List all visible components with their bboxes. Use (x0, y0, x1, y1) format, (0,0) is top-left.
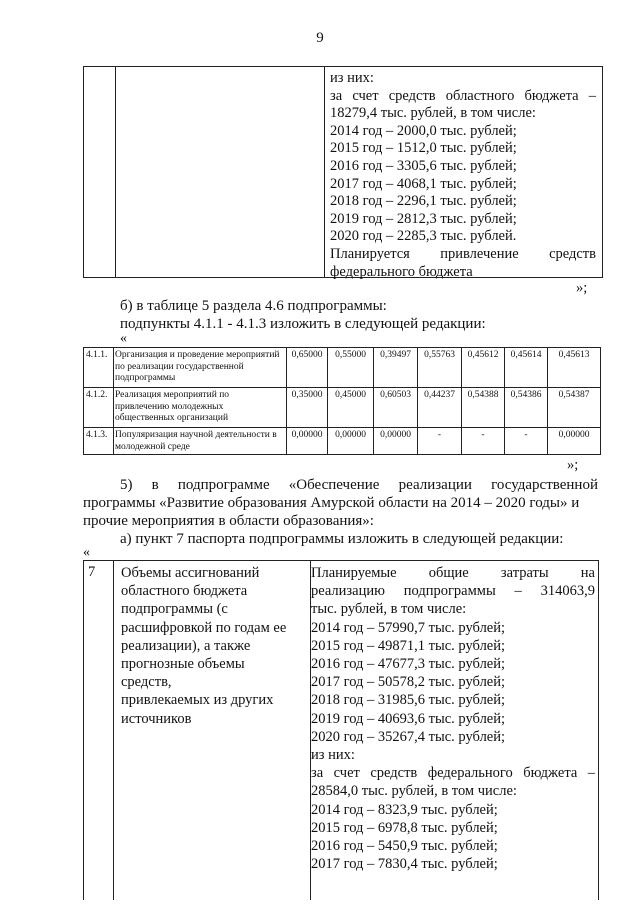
row-description: Организация и проведение мероприятий по реализации государственной подпрограммы (115, 350, 280, 383)
table-cell: 0,45000 (335, 390, 366, 400)
table-cell: - (481, 430, 485, 440)
text-line: 2020 год – 35267,4 тыс. рублей; (311, 728, 506, 745)
text-line: за счет средств областного бюджета – (330, 87, 596, 104)
text-line: 2014 год – 57990,7 тыс. рублей; (311, 619, 506, 636)
text-line: 2020 год – 2285,3 тыс. рублей. (330, 228, 517, 245)
table-cell: 0,45612 (467, 350, 499, 360)
closing-quote: »; (567, 457, 579, 473)
text-line: за счет средств федерального бюджета – (311, 765, 595, 782)
row-description: Реализация мероприятий по привлечению молодежных общественных организаций (115, 390, 230, 423)
text-line: 2015 год – 1512,0 тыс. рублей; (330, 140, 517, 157)
table-cell: 0,35000 (291, 390, 323, 400)
passport-label-cell (121, 564, 311, 728)
row-number: 4.1.2. (86, 390, 108, 400)
closing-quote: »; (576, 280, 588, 296)
text-line: расшифровкой по годам ее (121, 619, 287, 636)
opening-quote: « (120, 331, 127, 346)
text-line: Планируемые общие затраты на (311, 565, 595, 581)
row-number: 7 (88, 564, 96, 580)
table-cell: 0,00000 (380, 430, 411, 440)
text-line: 2017 год – 4068,1 тыс. рублей; (330, 175, 517, 192)
table-row (84, 388, 600, 428)
text-line: 2016 год – 5450,9 тыс. рублей; (311, 838, 498, 855)
text-line: 18279,4 тыс. рублей, в том числе: (330, 105, 536, 122)
table-cell: 0,55000 (335, 350, 366, 360)
table-cell: 0,45613 (558, 350, 590, 360)
paragraph-5-line-3: прочие мероприятия в области образования»: (83, 513, 374, 529)
text-line: 2017 год – 7830,4 тыс. рублей; (311, 856, 498, 873)
text-line: 2017 год – 50578,2 тыс. рублей; (311, 674, 506, 691)
text-line: 28584,0 тыс. рублей, в том числе: (311, 783, 517, 800)
paragraph-a: а) пункт 7 паспорта подпрограммы изложить в следующей редакции: (120, 531, 564, 547)
table-row (84, 348, 600, 388)
table-cell: - (437, 430, 442, 440)
top-table (83, 66, 603, 278)
text-line: подпрограммы (с (121, 601, 228, 618)
table-cell: 0,45614 (510, 350, 542, 360)
text-line: 2016 год – 3305,6 тыс. рублей; (330, 157, 517, 174)
paragraph-b-subitems: подпункты 4.1.1 - 4.1.3 изложить в следующей редакции: (120, 316, 486, 332)
row-description: Популяризация научной деятельности в молодежной среде (115, 430, 277, 452)
table-cell: 0,60503 (380, 390, 411, 400)
text-line: прогнозные объемы (121, 656, 245, 673)
table-cell: 0,54386 (510, 390, 542, 400)
text-line: 2019 год – 2812,3 тыс. рублей; (330, 210, 517, 227)
table-cell: 0,00000 (335, 430, 366, 440)
table-cell: 0,00000 (558, 430, 590, 440)
text-line: областного бюджета (121, 583, 248, 600)
paragraph-5-line-1: 5) в подпрограмме «Обеспечение реализации государственной (120, 477, 598, 493)
table-cell: 0,44237 (424, 390, 455, 400)
text-line: 2014 год – 8323,9 тыс. рублей; (311, 801, 498, 818)
paragraph-b: б) в таблице 5 раздела 4.6 подпрограммы: (120, 298, 387, 314)
text-line: 2015 год – 49871,1 тыс. рублей; (311, 637, 506, 654)
text-line: привлекаемых из других (121, 692, 274, 709)
table-cell: 0,54387 (558, 390, 590, 400)
text-line: 2014 год – 2000,0 тыс. рублей; (330, 122, 517, 139)
row-number: 4.1.3. (86, 430, 108, 440)
text-line: источников (121, 710, 192, 727)
text-line: федерального бюджета (330, 263, 473, 280)
table-cell: 0,54388 (467, 390, 499, 400)
passport-content-cell (311, 564, 595, 873)
text-line: Объемы ассигнований (121, 565, 260, 581)
table-cell: 0,39497 (380, 350, 411, 360)
text-line: 2018 год – 31985,6 тыс. рублей; (311, 692, 506, 709)
table-cell: - (524, 430, 528, 440)
text-line: Планируется привлечение средств (330, 245, 596, 262)
text-line: реализации), а также (121, 637, 251, 654)
indicator-table (83, 347, 601, 455)
column-divider (113, 561, 114, 900)
passport-table (83, 560, 599, 900)
text-line: из них: (311, 747, 355, 764)
text-line: реализацию подпрограммы – 314063,9 (311, 583, 595, 600)
page-number: 9 (316, 30, 324, 46)
table-row (84, 428, 600, 454)
text-line: из них: (330, 70, 374, 86)
text-line: 2016 год – 47677,3 тыс. рублей; (311, 656, 506, 673)
table-cell: 0,65000 (291, 350, 323, 360)
text-line: 2018 год – 2296,1 тыс. рублей; (330, 193, 517, 210)
text-line: тыс. рублей, в том числе: (311, 601, 467, 618)
text-line: 2019 год – 40693,6 тыс. рублей; (311, 710, 506, 727)
row-number: 4.1.1. (86, 350, 108, 360)
table-cell: 0,00000 (291, 430, 323, 440)
table-cell: 0,55763 (424, 350, 455, 360)
text-line: 2015 год – 6978,8 тыс. рублей; (311, 819, 498, 836)
text-line: средств, (121, 674, 172, 691)
opening-quote: « (83, 545, 90, 560)
paragraph-5-line-2: программы «Развитие образования Амурской области на 2014 – 2020 годы» и (83, 495, 580, 511)
top-table-content-cell (324, 70, 596, 281)
column-divider (115, 67, 116, 277)
